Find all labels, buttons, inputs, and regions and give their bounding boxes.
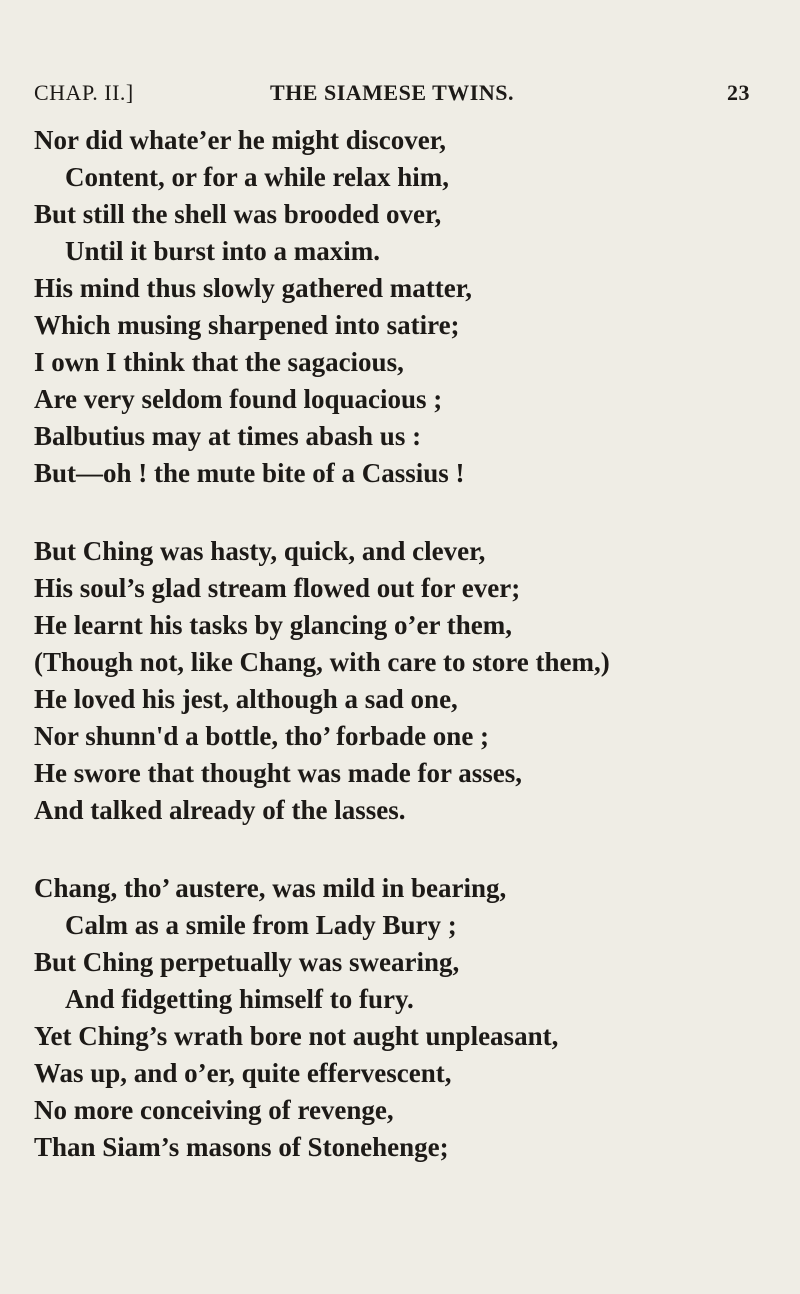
poem-line: And talked already of the lasses. xyxy=(34,795,406,825)
poem-line: Than Siam’s masons of Stonehenge; xyxy=(34,1132,449,1162)
poem-line: Content, or for a while relax him, xyxy=(65,162,449,192)
poem-line: Until it burst into a maxim. xyxy=(65,236,381,266)
poem-line: Are very seldom found loquacious ; xyxy=(34,384,443,414)
poem-line: But—oh ! the mute bite of a Cassius ! xyxy=(34,458,465,488)
page-number: 23 xyxy=(727,80,750,105)
poem-line: His soul’s glad stream flowed out for ever; xyxy=(34,573,521,603)
poem-line: Which musing sharpened into satire; xyxy=(34,310,460,340)
poem-line: No more conceiving of revenge, xyxy=(34,1095,394,1125)
poem-line: Nor shunn'd a bottle, tho’ forbade one ; xyxy=(34,721,490,751)
poem-line: Calm as a smile from Lady Bury ; xyxy=(65,910,457,940)
poem-line: He swore that thought was made for asses, xyxy=(34,758,522,788)
chapter-label: CHAP. II.] xyxy=(34,80,134,105)
poem-line: He learnt his tasks by glancing o’er them, xyxy=(34,610,512,640)
poem-line: Was up, and o’er, quite effervescent, xyxy=(34,1058,452,1088)
poem-line: His mind thus slowly gathered matter, xyxy=(34,273,473,303)
poem-line: Balbutius may at times abash us : xyxy=(34,421,422,451)
stanza-2 xyxy=(34,533,774,829)
poem-line: And fidgetting himself to fury. xyxy=(65,984,414,1014)
poem-line: But Ching perpetually was swearing, xyxy=(34,947,460,977)
stanza-3 xyxy=(34,870,774,1166)
running-title: THE SIAMESE TWINS. xyxy=(270,80,514,105)
poem-line: Chang, tho’ austere, was mild in bearing, xyxy=(34,873,507,903)
poem-body xyxy=(34,122,774,1166)
poem-line: But still the shell was brooded over, xyxy=(34,199,442,229)
poem-line: I own I think that the sagacious, xyxy=(34,347,404,377)
poem-line: Yet Ching’s wrath bore not aught unpleasant, xyxy=(34,1021,559,1051)
poem-line: He loved his jest, although a sad one, xyxy=(34,684,458,714)
poem-line: (Though not, like Chang, with care to store them,) xyxy=(34,647,610,677)
poem-line: Nor did whate’er he might discover, xyxy=(34,125,446,155)
stanza-1 xyxy=(34,122,774,492)
poem-line: But Ching was hasty, quick, and clever, xyxy=(34,536,486,566)
running-head xyxy=(34,80,750,112)
